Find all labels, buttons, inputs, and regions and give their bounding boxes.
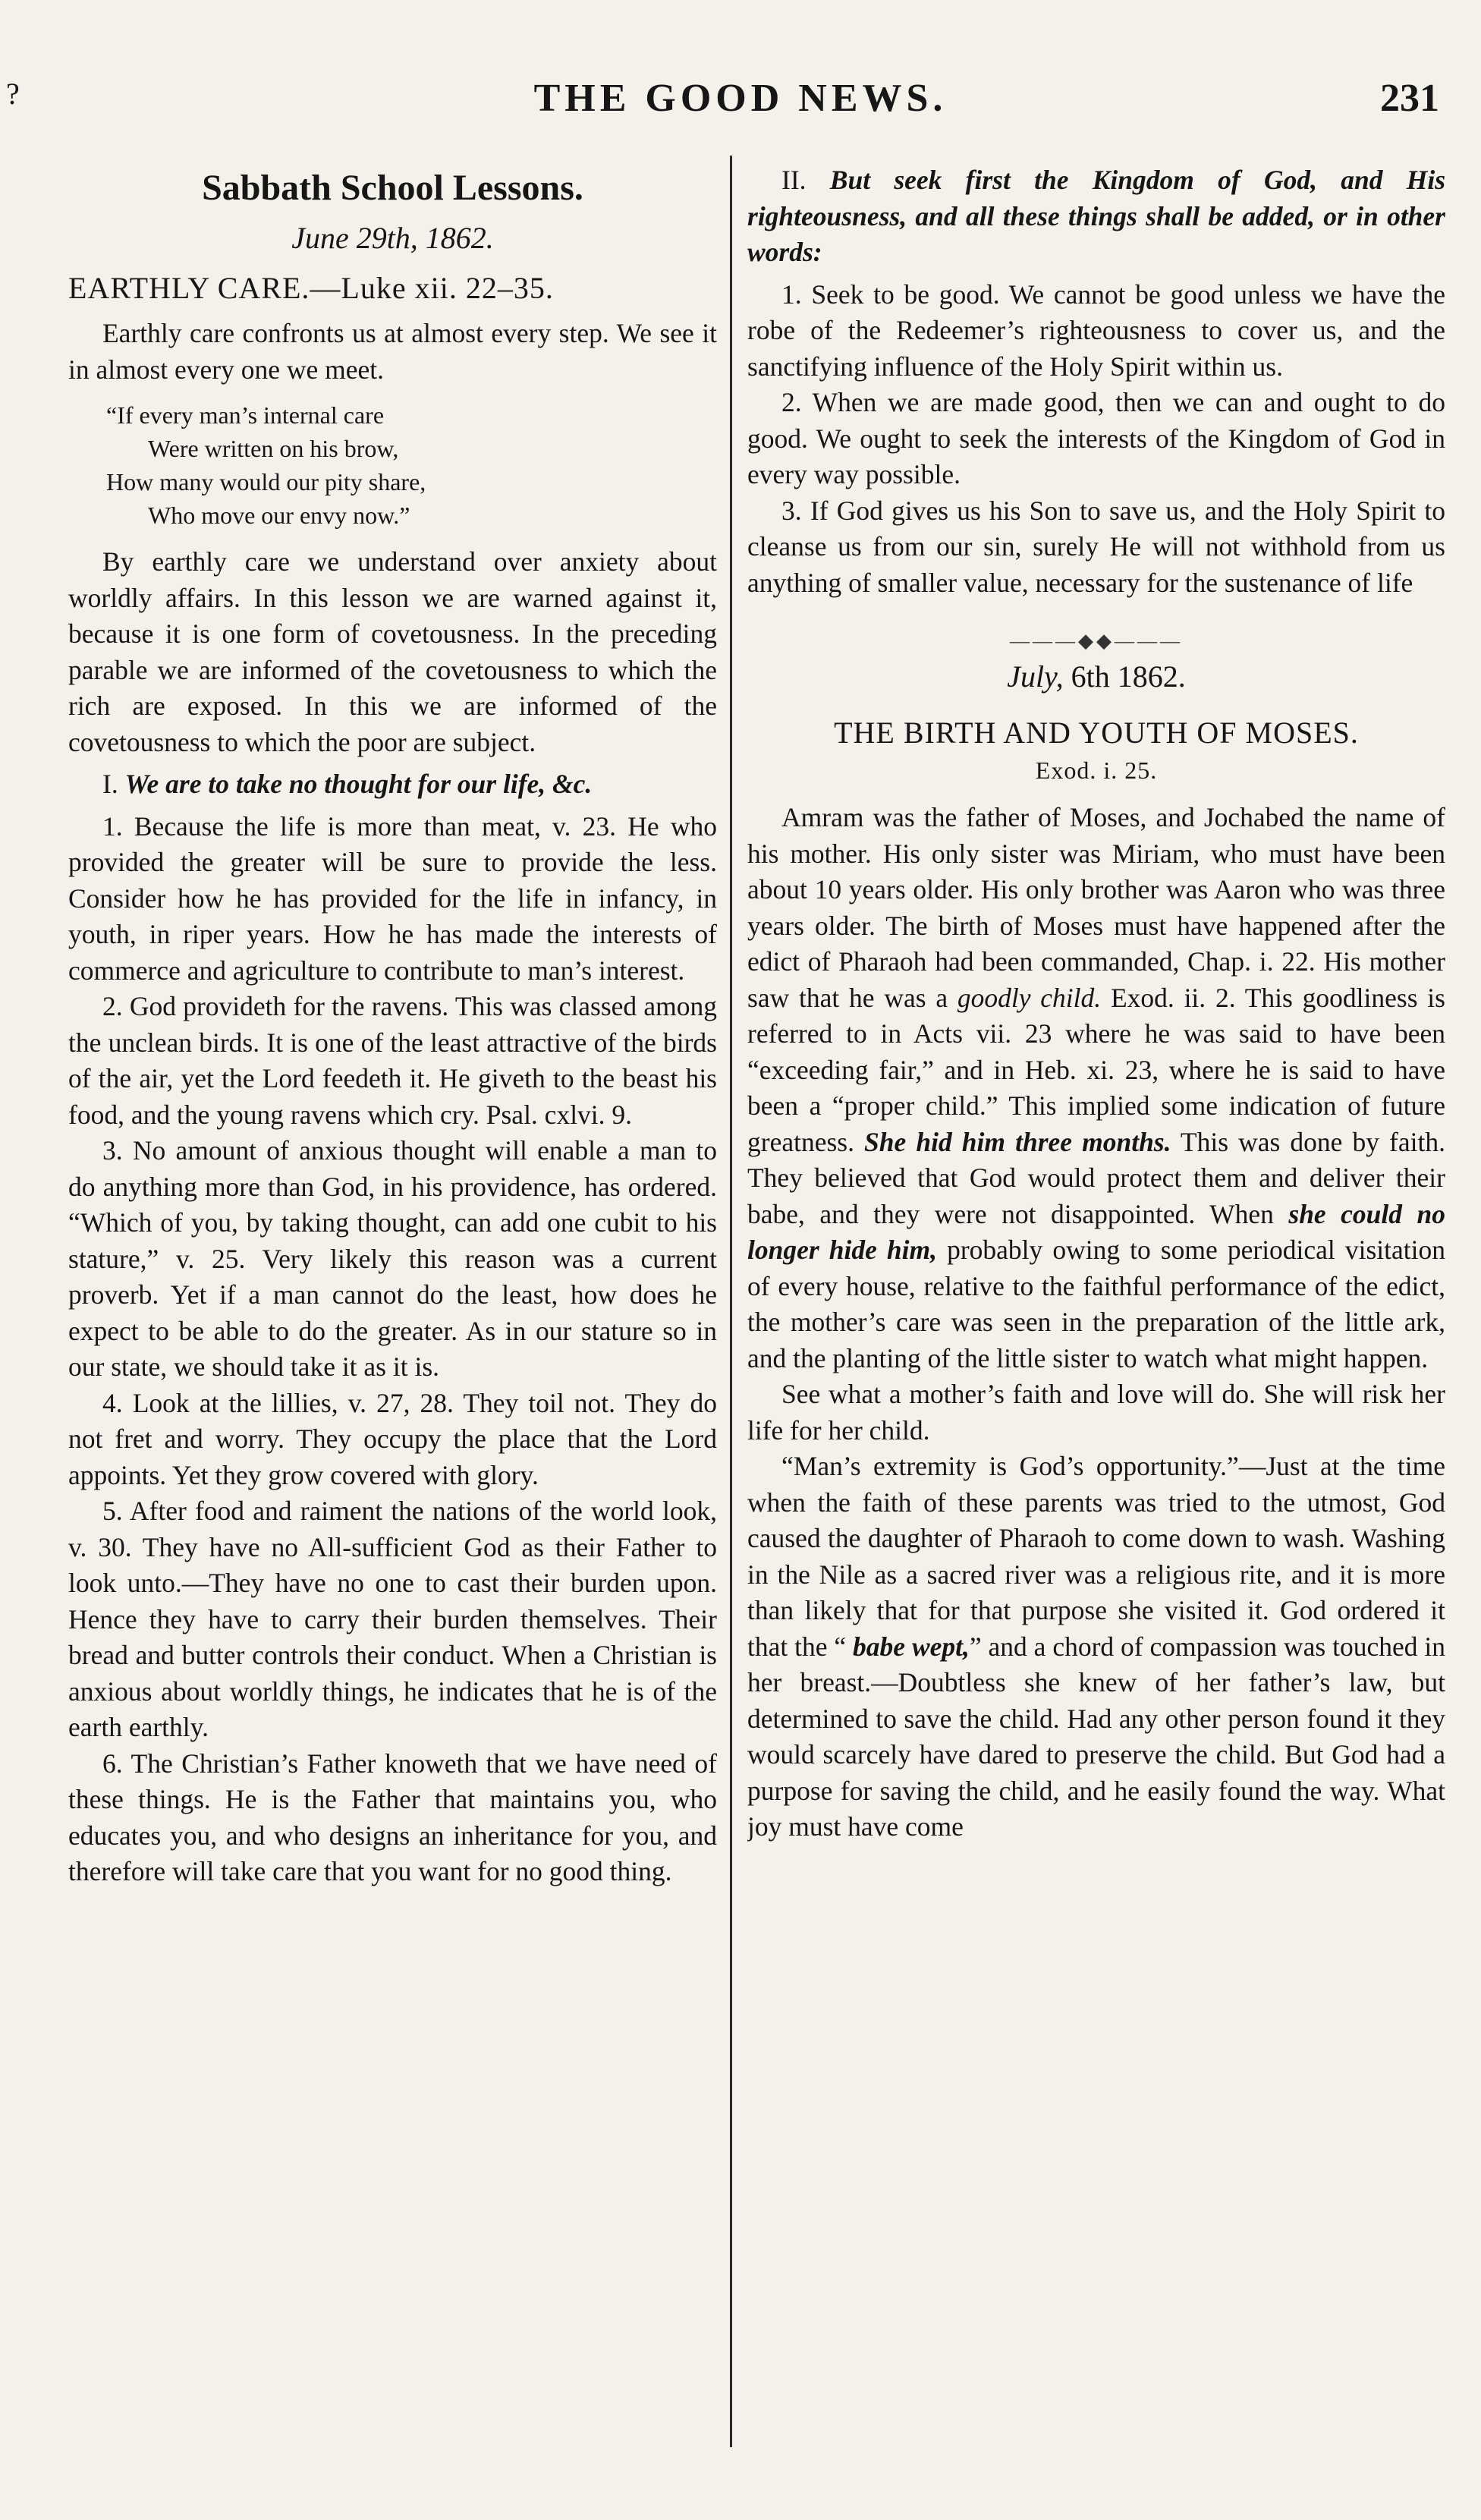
poem-line: Were written on his brow,: [148, 435, 399, 462]
list-item: 3. No amount of anxious thought will enable a man to do anything more than God, in his providence, has ordered. “Which of you, by taking thought, can add one cubit to his stature,” v. 25. Very likely this reason was a current proverb. Yet if a man cannot do the least, how does he expect to be able to do the greater. As in our stature so in our state, we should take it as it is.: [68, 1135, 717, 1382]
body-paragraph: See what a mother’s faith and love will do. She will risk her life for her child.: [747, 1379, 1445, 1446]
list-item: 4. Look at the lillies, v. 27, 28. They toil not. They do not fret and worry. They occupy the place that the Lord appoints. Yet they grow covered with glory.: [68, 1387, 717, 1490]
list-item: 6. The Christian’s Father knoweth that we have need of these things. He is the Father that maintains you, who educates you, and who designs an inheritance for you, and therefore will take care that you want for no good thing.: [68, 1748, 717, 1886]
text-run: ” and a chord of compassion was touched in her breast.—Doubtless she knew of her father’s law, but determined to save the child. Had any other person found it they would scarcely have dared to preserve the child. But God had a purpose for saving the child, and he easily found the way. What joy must have come: [747, 1631, 1445, 1842]
text-run: This was done by faith. They believed that God would protect them and deliver their babe, and they were not disappointed. When: [747, 1126, 1445, 1229]
poem-line: How many would our pity share,: [106, 468, 426, 496]
date-month: July,: [1007, 659, 1064, 694]
publication-title: THE GOOD NEWS.: [533, 77, 948, 120]
point-number: I.: [102, 769, 118, 799]
poem-line: “If every man’s internal care: [106, 401, 385, 429]
intro-paragraph: Earthly care confronts us at almost every step. We see it in almost every one we meet.: [68, 318, 717, 385]
point-heading: [68, 766, 717, 803]
lesson-heading: EARTHLY CARE.—Luke xii. 22–35.: [68, 271, 554, 305]
italic-run: She hid him three months.: [864, 1126, 1171, 1157]
date-rest: 6th 1862.: [1063, 659, 1186, 694]
body-paragraph: [747, 800, 1445, 1376]
italic-run: babe wept,: [853, 1631, 970, 1662]
italic-run: she could no longer hide him,: [747, 1198, 1445, 1265]
right-column: [747, 152, 1445, 2497]
left-column: [68, 152, 717, 2497]
point-italic: But seek first the Kingdom of God, and His righteousness, and all these things shall be added, or in other words:: [747, 165, 1445, 267]
header-mark: ?: [6, 77, 20, 111]
lesson-date: June 29th, 1862.: [291, 221, 494, 255]
body-paragraph: By earthly care we understand over anxiety about worldly affairs. In this lesson we are warned against it, because it is one form of covetousness. In the preceding parable we are informed of the covetousness to which the rich are exposed. In this we are informed of the covetousness to which the poor are subject.: [68, 546, 717, 757]
text-run: Exod. ii. 2. This goodliness is referred to in Acts vii. 23 where he was said to have been “exceeding fair,” and in Heb. xi. 23, where he is said to have been a “proper child.” This implied some indication of future greatness.: [747, 982, 1445, 1157]
text-run: probably owing to some periodical visitation of every house, relative to the faithful performance of the edict, the mother’s care was seen in the preparation of the little ark, and the planting of the little sister to watch what might happen.: [747, 1235, 1445, 1373]
ornament-divider: ———◆◆———: [1010, 630, 1183, 652]
point-heading: [747, 162, 1445, 271]
page-number: 231: [1380, 77, 1439, 120]
list-item: 2. When we are made good, then we can and ought to do good. We ought to seek the interests of the Kingdom of God in every way possible.: [747, 387, 1445, 489]
point-number: II.: [781, 165, 807, 195]
list-item: 3. If God gives us his Son to save us, and the Holy Spirit to cleanse us from our sin, surely He will not withhold from us anything of smaller value, necessary for the sustenance of life: [747, 495, 1445, 598]
poem-line: Who move our envy now.”: [148, 502, 410, 529]
lesson-heading: THE BIRTH AND YOUTH OF MOSES.: [834, 716, 1359, 750]
list-item: 1. Seek to be good. We cannot be good unless we have the robe of the Redeemer’s righteousness to cover us, and the sanctifying influence of the Holy Spirit within us.: [747, 278, 1445, 382]
column-divider: [730, 156, 732, 2447]
italic-run: goodly child.: [957, 982, 1102, 1013]
text-run: “Man’s extremity is God’s opportunity.”—Just at the time when the faith of these parents was tried to the utmost, God caused the daughter of Pharaoh to come down to wash. Washing in the Nile as a sacred river was a religious rite, and it is more than likely that for that purpose she visited it. God ordered it that the “: [747, 1451, 1445, 1662]
lesson-date: [747, 657, 1445, 697]
point-italic: We are to take no thought for our life, &c.: [124, 769, 593, 799]
scripture-reference: Exod. i. 25.: [1035, 757, 1158, 784]
list-item: 5. After food and raiment the nations of the world look, v. 30. They have no All-sufficient God as their Father to look unto.—They have no one to cast their burden upon. Hence they have to carry their burden themselves. Their bread and butter controls their conduct. When a Christian is anxious about worldly things, he indicates that he is of the earth earthly.: [68, 1496, 717, 1742]
poem: [106, 398, 717, 532]
list-item: 1. Because the life is more than meat, v. 23. He who provided the greater will be sure to provide the less. Consider how he has provided for the life in infancy, in youth, in riper years. How he has made the interests of commerce and agriculture to contribute to man’s interest.: [68, 810, 717, 986]
body-paragraph: [747, 1449, 1445, 1845]
page-header: [0, 76, 1481, 137]
section-title: Sabbath School Lessons.: [202, 168, 583, 208]
list-item: 2. God provideth for the ravens. This was classed among the unclean birds. It is one of the least attractive of the birds of the air, yet the Lord feedeth it. He giveth to the beast his food, and the young ravens which cry. Psal. cxlvi. 9.: [68, 991, 717, 1130]
text-run: Amram was the father of Moses, and Jochabed the name of his mother. His only sister was Miriam, who must have been about 10 years older. His only brother was Aaron who was three years older. The birth of Moses must have happened after the edict of Pharaoh had been commanded, Chap. i. 22. His mother saw that he was a: [747, 802, 1445, 1013]
